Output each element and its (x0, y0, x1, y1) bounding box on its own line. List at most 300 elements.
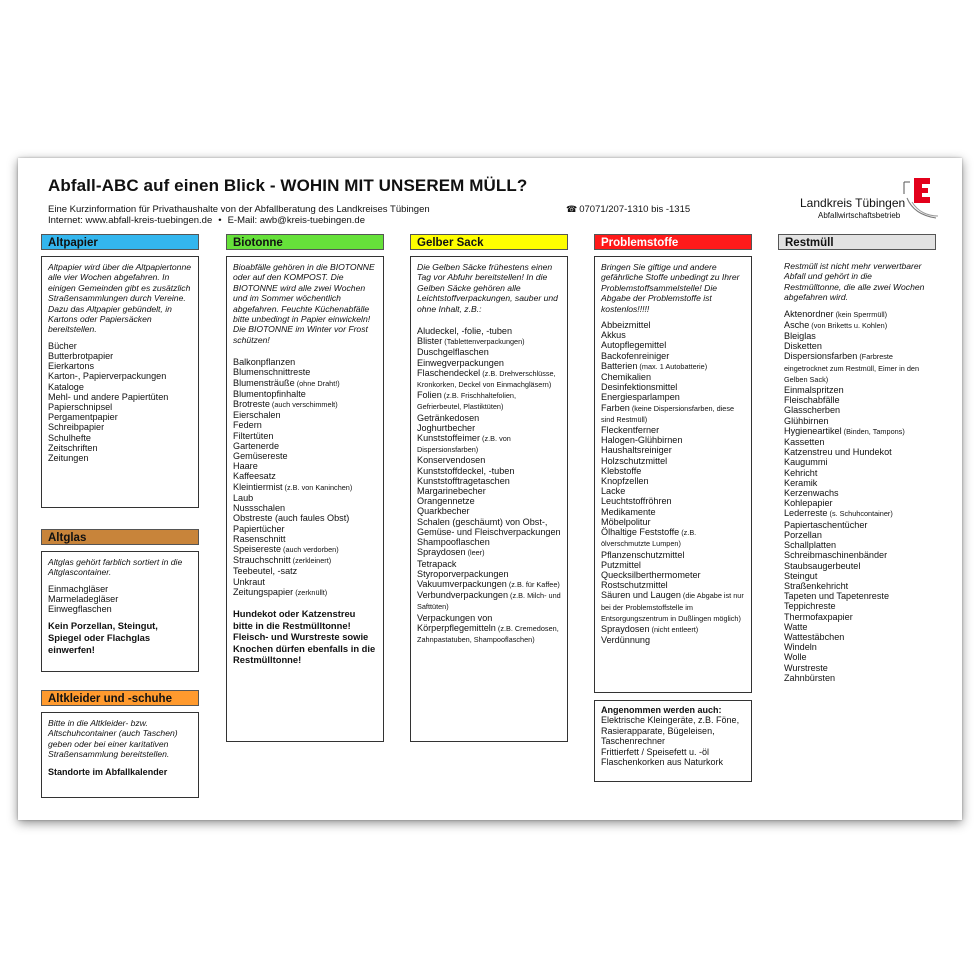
restmuell-item-label: Wattestäbchen (784, 631, 845, 642)
altpapier-item (48, 453, 192, 463)
restmuell-item-label: Staubsaugerbeutel (784, 560, 861, 571)
altpapier-intro: Altpapier wird über die Altpapiertonne alle vier Wochen abgefahren. In einigen Gemeinden gibt es zusätzlich Straßensammlungen durch Vereine. Dazu das Altpapier gebündelt, in Kartons oder Papiersäcken bereitstellen. (48, 262, 191, 335)
altpapier-item (48, 341, 192, 351)
altglas-item (48, 594, 192, 604)
gelbersack-item-label: Quarkbecher (417, 506, 470, 517)
restmuell-item-note: (s. Schuhcontainer) (827, 509, 893, 519)
biotonne-item-label: Strauchschnitt (233, 555, 291, 566)
restmuell-item-label: Glühbirnen (784, 415, 829, 426)
altpapier-item (48, 392, 192, 402)
biotonne-item-label: Blumenschnittreste (233, 367, 311, 378)
gelbersack-item-note: (z.B. Cremedosen, Zahnpastatuben, Shampooflaschen) (417, 623, 559, 644)
restmuell-item-label: Bleiglas (784, 331, 816, 342)
restmuell-box (778, 256, 936, 742)
restmuell-item-label: Einmalspritzen (784, 385, 844, 396)
problemstoffe-item-label: Autopflegemittel (601, 340, 667, 351)
altglas-item-label: Einmachgläser (48, 583, 109, 594)
biotonne-item-label: Rasenschnitt (233, 533, 286, 544)
problemstoffe-item (601, 361, 745, 372)
problemstoffe-item (601, 372, 745, 382)
altglas-header: Altglas (41, 529, 199, 545)
biotonne-item-label: Kaffeesatz (233, 471, 276, 482)
restmuell-item (784, 447, 930, 457)
problemstoffe-intro: Bringen Sie giftige und andere gefährliche Stoffe unbedingt zu Ihrer Problemstoffsammelstelle! Die Abgabe der Problemstoffe ist kostenlos!!!!! (601, 262, 740, 314)
problemstoffe-item (601, 550, 745, 560)
altpapier-item-label: Eierkartons (48, 361, 94, 372)
restmuell-item (784, 478, 930, 488)
biotonne-item-note: (auch verdorben) (281, 544, 339, 554)
problemstoffe-item-label: Desinfektionsmittel (601, 382, 678, 393)
altpapier-item-label: Schreibpapier (48, 422, 105, 433)
restmuell-item (784, 320, 930, 331)
gelbersack-item-note: (Tablettenverpackungen) (442, 337, 525, 347)
gelbersack-item-note: (z.B. Milch- und Safttüten) (417, 591, 561, 612)
biotonne-item-note: (zerknüllt) (293, 587, 328, 597)
gelbersack-item-label: Folien (417, 390, 442, 401)
restmuell-item (784, 488, 930, 498)
gelbersack-item-label: Konservendosen (417, 455, 486, 466)
gelbersack-item-label: Einwegverpackungen (417, 357, 504, 368)
page-title: Abfall-ABC auf einen Blick - WOHIN MIT UNSEREM MÜLL? (48, 176, 528, 195)
problemstoffe-item (601, 466, 745, 476)
problemstoffe-item (601, 517, 745, 527)
restmuell-item-label: Teppichreste (784, 601, 836, 612)
altpapier-item (48, 422, 192, 432)
problemstoffe-item (601, 435, 745, 445)
restmuell-item-label: Katzenstreu und Hundekot (784, 447, 892, 458)
gelbersack-box (410, 256, 568, 742)
problemstoffe-item (601, 570, 745, 580)
problemstoffe-item-label: Chemikalien (601, 372, 652, 383)
gelbersack-item (417, 613, 561, 646)
gelbersack-item-label: Kunststofftragetaschen (417, 475, 510, 486)
altpapier-item (48, 351, 192, 361)
biotonne-item (233, 524, 377, 534)
gelbersack-item-label: Verpackungen von Körperpflegemitteln (417, 612, 496, 633)
biotonne-note: Hundekot oder Katzenstreu bitte in die Restmülltonne! Fleisch- und Wurstreste sowie Knochen dürfen ebenfalls in die Restmülltonne! (233, 607, 376, 666)
altkleider-box (41, 712, 199, 798)
problemstoffe-item-label: Säuren und Laugen (601, 590, 681, 601)
problemstoffe-item (601, 340, 745, 350)
restmuell-item-label: Lederreste (784, 508, 828, 519)
altglas-list (48, 584, 192, 615)
internet-link[interactable]: Internet: www.abfall-kreis-tuebingen.de (48, 215, 213, 226)
altpapier-item-label: Karton-, Papierverpackungen (48, 371, 167, 382)
problemstoffe-item (601, 527, 745, 549)
restmuell-item-note: (von Briketts u. Kohlen) (809, 320, 888, 330)
biotonne-item (233, 555, 377, 566)
biotonne-item (233, 513, 377, 523)
problemstoffe-item (601, 320, 745, 330)
gelbersack-item (417, 433, 561, 455)
problemstoffe-item-label: Spraydosen (601, 623, 650, 634)
phone-line (566, 204, 690, 215)
info-sheet (18, 158, 962, 820)
biotonne-item-label: Unkraut (233, 576, 265, 587)
logo-name: Landkreis Tübingen (800, 196, 906, 210)
gelbersack-item (417, 368, 561, 390)
restmuell-item (784, 601, 930, 611)
biotonne-list (233, 357, 377, 598)
problemstoffe-item-label: Verdünnung (601, 635, 651, 646)
gelbersack-item (417, 455, 561, 465)
gelbersack-item (417, 326, 561, 336)
gelbersack-item-label: Flaschendeckel (417, 367, 481, 378)
restmuell-item (784, 622, 930, 632)
biotonne-item-label: Gartenerde (233, 440, 280, 451)
restmuell-item-label: Zahnbürsten (784, 672, 836, 683)
problemstoffe-item (601, 590, 745, 624)
gelbersack-item (417, 559, 561, 569)
problemstoffe-item (601, 486, 745, 496)
restmuell-item-label: Kehricht (784, 467, 818, 478)
logo (800, 176, 940, 226)
altpapier-item (48, 361, 192, 371)
problemstoffe-box (594, 256, 752, 693)
restmuell-item (784, 612, 930, 622)
restmuell-item (784, 468, 930, 478)
gelbersack-item (417, 486, 561, 496)
gelbersack-item (417, 423, 561, 433)
restmuell-item-label: Tapeten und Tapetenreste (784, 591, 889, 602)
restmuell-item-label: Kohlepapier (784, 498, 833, 509)
restmuell-item (784, 331, 930, 341)
biotonne-item (233, 482, 377, 493)
gelbersack-item (417, 579, 561, 590)
restmuell-item (784, 540, 930, 550)
biotonne-item (233, 566, 377, 576)
gelbersack-item-label: Vakuumverpackungen (417, 578, 507, 589)
altpapier-item (48, 412, 192, 422)
altpapier-item (48, 382, 192, 392)
restmuell-item-label: Kaugummi (784, 457, 828, 468)
biotonne-item-note: (z.B. von Kaninchen) (282, 482, 353, 492)
altpapier-item (48, 371, 192, 381)
gelbersack-item-label: Kunststoffdeckel, -tuben (417, 465, 515, 476)
problemstoffe-item-label: Pflanzenschutzmittel (601, 549, 685, 560)
gelbersack-item (417, 517, 561, 537)
restmuell-item (784, 673, 930, 683)
gelbersack-item (417, 547, 561, 558)
restmuell-item-label: Glasscherben (784, 405, 841, 416)
altglas-intro: Altglas gehört farblich sortiert in die Altglascontainer. (48, 557, 183, 578)
restmuell-item (784, 416, 930, 426)
problemstoffe-item-label: Medikamente (601, 506, 656, 517)
separator-dot: • (218, 215, 222, 226)
biotonne-item-label: Nussschalen (233, 503, 286, 514)
contact-line (48, 215, 365, 226)
altpapier-item-label: Zeitschriften (48, 442, 98, 453)
restmuell-item (784, 309, 930, 320)
problemstoffe-item (601, 635, 745, 645)
gelbersack-header: Gelber Sack (410, 234, 568, 250)
altpapier-item-label: Schulhefte (48, 432, 91, 443)
restmuell-intro: Restmüll ist nicht mehr verwertbarer Abfall und gehört in die Restmülltonne, die alle zwei Wochen abgefahren wird. (784, 261, 925, 303)
restmuell-item-label: Wolle (784, 652, 807, 663)
gelbersack-item-note: (z.B. von Dispersionsfarben) (417, 434, 511, 455)
biotonne-item-label: Blumentopfinhalte (233, 388, 306, 399)
restmuell-item (784, 581, 930, 591)
altpapier-item-label: Zeitungen (48, 453, 89, 464)
restmuell-item (784, 405, 930, 415)
gelbersack-intro: Die Gelben Säcke frühestens einen Tag vor Abfuhr bereitstellen! In die Gelben Säcke gehören alle Leichtstoffverpackungen, sauber und ohne Inhalt, z.B.: (417, 262, 558, 314)
problemstoffe-item-label: Möbelpolitur (601, 516, 651, 527)
problemstoffe-item (601, 456, 745, 466)
biotonne-item-note: (ohne Draht!) (294, 378, 340, 388)
altpapier-item (48, 443, 192, 453)
altglas-item (48, 604, 192, 614)
biotonne-item (233, 410, 377, 420)
problemstoffe-item (601, 330, 745, 340)
biotonne-item (233, 441, 377, 451)
biotonne-header: Biotonne (226, 234, 384, 250)
gelbersack-item (417, 390, 561, 412)
problemstoffe-item-note: (max. 1 Autobatterie) (637, 361, 708, 371)
altpapier-list (48, 341, 192, 463)
restmuell-item-note: (Binden, Tampons) (841, 426, 905, 436)
biotonne-item-label: Haare (233, 461, 258, 472)
gelbersack-item-label: Joghurtbecher (417, 422, 476, 433)
gelbersack-item-label: Blister (417, 336, 443, 347)
gelbersack-item-label: Verbundverpackungen (417, 590, 509, 601)
gelbersack-item (417, 496, 561, 506)
problemstoffe-item-label: Klebstoffe (601, 465, 642, 476)
gelbersack-item-label: Schalen (geschäumt) von Obst-, Gemüse- und Fleischverpackungen (417, 516, 561, 537)
logo-sub: Abfallwirtschaftsbetrieb (818, 211, 901, 220)
problemstoffe-item-label: Abbeizmittel (601, 320, 651, 331)
problemstoffe-item-note: (nicht entleert) (649, 624, 699, 634)
gelbersack-item-label: Orangennetze (417, 496, 475, 507)
biotonne-item-label: Papiertücher (233, 523, 285, 534)
biotonne-item-label: Filtertüten (233, 430, 274, 441)
problemstoffe-item (601, 624, 745, 635)
gelbersack-item-label: Duschgelflaschen (417, 347, 489, 358)
gelbersack-item-label: Kunststoffeimer (417, 433, 481, 444)
biotonne-item (233, 461, 377, 471)
restmuell-item (784, 571, 930, 581)
biotonne-item (233, 389, 377, 399)
restmuell-item-label: Wurstreste (784, 662, 828, 673)
problemstoffe-item (601, 351, 745, 361)
restmuell-item-label: Schreibmaschinenbänder (784, 550, 888, 561)
biotonne-item (233, 399, 377, 410)
problemstoffe-item-label: Batterien (601, 360, 638, 371)
biotonne-item-note: (auch verschimmelt) (269, 400, 338, 410)
restmuell-item (784, 642, 930, 652)
biotonne-item-label: Obstreste (auch faules Obst) (233, 513, 350, 524)
biotonne-item (233, 378, 377, 389)
problemstoffe-item-note: (keine Dispersionsfarben, diese sind Restmüll) (601, 403, 735, 424)
gelbersack-item-label: Shampooflaschen (417, 537, 490, 548)
restmuell-item (784, 652, 930, 662)
gelbersack-item-note: (z.B. Drehverschlüsse, Kronkorken, Deckel von Einmachgläsern) (417, 368, 556, 390)
problemstoffe-item-label: Energiesparlampen (601, 392, 680, 403)
gelbersack-item (417, 466, 561, 476)
gelbersack-item (417, 506, 561, 516)
problemstoffe-item-label: Leuchtstoffröhren (601, 496, 672, 507)
accepted-text-2: Frittierfett / Speisefett u. -öl Flaschenkorken aus Naturkork (601, 746, 724, 768)
biotonne-item-label: Zeitungspapier (233, 586, 294, 597)
restmuell-item-label: Thermofaxpapier (784, 611, 853, 622)
gelbersack-item (417, 358, 561, 368)
biotonne-item (233, 587, 377, 598)
restmuell-item (784, 351, 930, 385)
problemstoffe-item-label: Lacke (601, 486, 626, 497)
problemstoffe-item-label: Ölhaltige Feststoffe (601, 527, 680, 538)
restmuell-item (784, 437, 930, 447)
problemstoffe-list (601, 320, 745, 645)
biotonne-item-label: Kleintiermist (233, 481, 283, 492)
problemstoffe-item (601, 496, 745, 506)
problemstoffe-item (601, 507, 745, 517)
restmuell-item-label: Straßenkehricht (784, 580, 849, 591)
subtitle: Eine Kurzinformation für Privathaushalte von der Abfallberatung des Landkreises Tübingen (48, 204, 430, 215)
accepted-title: Angenommen werden auch: (601, 705, 722, 715)
biotonne-item-label: Gemüsereste (233, 451, 288, 462)
altglas-item (48, 584, 192, 594)
problemstoffe-item-note: (die Abgabe ist nur bei der Problemstoffstelle im Entsorgungszentrum in Dußlingen möglich) (601, 591, 744, 623)
gelbersack-item-note: (z.B. für Kaffee) (506, 579, 560, 589)
biotonne-item (233, 577, 377, 587)
biotonne-box (226, 256, 384, 742)
biotonne-item (233, 471, 377, 481)
restmuell-item-note: (kein Sperrmüll) (833, 309, 888, 319)
gelbersack-item (417, 537, 561, 547)
restmuell-item-label: Papiertaschentücher (784, 519, 868, 530)
altglas-item-label: Einwegflaschen (48, 604, 112, 615)
restmuell-item (784, 385, 930, 395)
restmuell-item (784, 498, 930, 508)
biotonne-intro: Bioabfälle gehören in die BIOTONNE oder auf den KOMPOST. Die BIOTONNE wird alle zwei Wochen und im Sommer wöchentlich abgefahren. Feuchte Küchenabfälle bitte unbedingt in Papier einwickeln! Die BIOTONNE im Winter vor Frost schützen! (233, 262, 375, 345)
altpapier-header: Altpapier (41, 234, 199, 250)
restmuell-item-label: Hygieneartikel (784, 425, 842, 436)
logo-mark-icon (902, 176, 940, 226)
restmuell-item-label: Kassetten (784, 437, 825, 448)
problemstoffe-item-label: Holzschutzmittel (601, 455, 668, 466)
restmuell-item (784, 550, 930, 560)
problemstoffe-item (601, 392, 745, 402)
altkleider-intro: Bitte in die Altkleider- bzw. Altschuhcontainer (auch Taschen) geben oder bei einer karitativen Straßensammlung bereitstellen. (48, 718, 178, 760)
altkleider-note: Standorte im Abfallkalender (48, 766, 168, 777)
problemstoffe-item-label: Haushaltsreiniger (601, 445, 672, 456)
gelbersack-item (417, 413, 561, 423)
problemstoffe-item (601, 580, 745, 590)
gelbersack-list (417, 326, 561, 645)
problemstoffe-item-label: Fleckentferner (601, 425, 660, 436)
problemstoffe-item-note: (z.B. ölverschmutzte Lumpen) (601, 528, 697, 549)
restmuell-item-label: Aktenordner (784, 308, 834, 319)
gelbersack-item (417, 476, 561, 486)
problemstoffe-item (601, 476, 745, 486)
restmuell-item-label: Kerzenwachs (784, 488, 839, 499)
restmuell-item (784, 457, 930, 467)
altpapier-item-label: Bücher (48, 340, 77, 351)
biotonne-item (233, 420, 377, 430)
altglas-item-label: Marmeladegläser (48, 594, 119, 605)
altpapier-item (48, 433, 192, 443)
problemstoffe-item-label: Akkus (601, 330, 626, 341)
altpapier-item-label: Pergamentpapier (48, 412, 118, 423)
biotonne-item (233, 503, 377, 513)
restmuell-item-label: Steingut (784, 570, 818, 581)
problemstoffe-item (601, 445, 745, 455)
gelbersack-item-label: Tetrapack (417, 558, 457, 569)
biotonne-item (233, 357, 377, 367)
biotonne-item (233, 451, 377, 461)
altglas-note: Kein Porzellan, Steingut, Spiegel oder Flachglas einwerfen! (48, 620, 158, 656)
restmuell-list (784, 309, 930, 683)
altpapier-box (41, 256, 199, 508)
restmuell-item-label: Asche (784, 319, 810, 330)
problemstoffe-item-label: Rostschutzmittel (601, 580, 668, 591)
restmuell-item (784, 663, 930, 673)
restmuell-item-label: Disketten (784, 341, 822, 352)
altpapier-item-label: Kataloge (48, 381, 84, 392)
biotonne-item-note: (zerkleinert) (290, 556, 332, 566)
altpapier-item-label: Mehl- und andere Papiertüten (48, 391, 169, 402)
biotonne-item (233, 493, 377, 503)
restmuell-item-label: Schallplatten (784, 540, 837, 551)
restmuell-item-label: Fleischabfälle (784, 395, 840, 406)
restmuell-item (784, 426, 930, 437)
problemstoffe-item-label: Farben (601, 402, 630, 413)
restmuell-item (784, 520, 930, 530)
gelbersack-item-label: Spraydosen (417, 547, 466, 558)
restmuell-item-note: (Farbreste eingetrocknet zum Restmüll, Eimer in den Gelben Sack) (784, 352, 920, 384)
restmuell-item (784, 395, 930, 405)
gelbersack-item-note: (z.B. Frischhaltefolien, Gefrierbeutel, Plastiktüten) (417, 391, 516, 412)
restmuell-item (784, 341, 930, 351)
problemstoffe-item (601, 560, 745, 570)
restmuell-item (784, 591, 930, 601)
altpapier-item-label: Papierschnipsel (48, 402, 113, 413)
email-link[interactable]: E-Mail: awb@kreis-tuebingen.de (227, 215, 365, 226)
gelbersack-item (417, 336, 561, 347)
restmuell-item-label: Windeln (784, 642, 817, 653)
restmuell-header: Restmüll (778, 234, 936, 250)
phone-icon: ☎ (566, 204, 578, 214)
biotonne-item (233, 367, 377, 377)
gelbersack-item (417, 569, 561, 579)
biotonne-item (233, 431, 377, 441)
problemstoffe-item-label: Quecksilberthermometer (601, 569, 701, 580)
restmuell-item (784, 561, 930, 571)
restmuell-item (784, 530, 930, 540)
problemstoffe-item (601, 382, 745, 392)
biotonne-item-label: Balkonpflanzen (233, 357, 296, 368)
altpapier-item-label: Butterbrotpapier (48, 351, 114, 362)
biotonne-item-label: Brotreste (233, 399, 270, 410)
problemstoffe-item-label: Backofenreiniger (601, 350, 670, 361)
gelbersack-item (417, 590, 561, 612)
biotonne-item-label: Teebeutel, -satz (233, 566, 298, 577)
problemstoffe-header: Problemstoffe (594, 234, 752, 250)
biotonne-item (233, 534, 377, 544)
restmuell-item-label: Porzellan (784, 529, 822, 540)
restmuell-item (784, 508, 930, 519)
altpapier-item (48, 402, 192, 412)
biotonne-item-label: Laub (233, 492, 254, 503)
phone-number: 07071/207-1310 bis -1315 (579, 204, 691, 215)
gelbersack-item (417, 347, 561, 357)
restmuell-item-label: Keramik (784, 477, 818, 488)
problemstoffe-item-label: Halogen-Glühbirnen (601, 435, 683, 446)
biotonne-item (233, 544, 377, 555)
altglas-box (41, 551, 199, 672)
restmuell-item-label: Watte (784, 621, 808, 632)
gelbersack-item-label: Aludeckel, -folie, -tuben (417, 326, 513, 337)
biotonne-item-label: Blumensträuße (233, 377, 295, 388)
